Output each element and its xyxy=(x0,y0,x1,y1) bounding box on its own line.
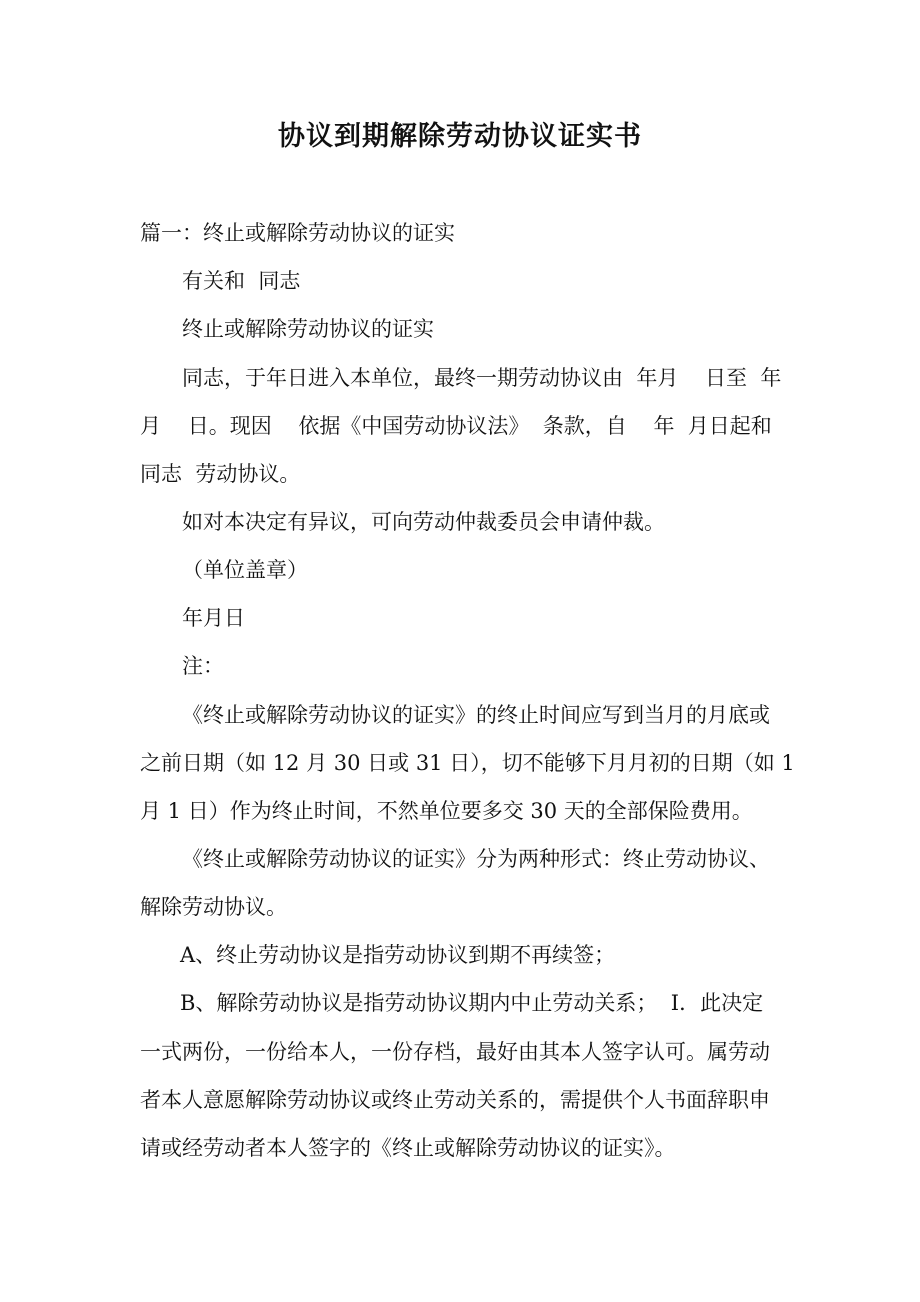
note-paragraph-line: 之前日期（如 12 月 30 日或 31 日），切不能够下月月初的日期（如 1 xyxy=(140,751,795,775)
document-title: 协议到期解除劳动协议证实书 xyxy=(278,121,642,152)
item-b-line: 一式两份，一份给本人，一份存档，最好由其本人签字认可。属劳动 xyxy=(140,1040,770,1064)
body-paragraph-line: 同志，于年日进入本单位，最终一期劳动协议由 年月 日至 年 xyxy=(182,366,782,390)
date-line: 年月日 xyxy=(182,606,245,630)
item-b-line: 请或经劳动者本人签字的《终止或解除劳动协议的证实》。 xyxy=(140,1136,676,1160)
note-heading: 注： xyxy=(182,654,224,678)
seal-line: （单位盖章） xyxy=(182,558,308,582)
forms-paragraph-line: 解除劳动协议。 xyxy=(140,895,287,919)
addressee-line: 有关和 同志 xyxy=(182,269,301,293)
item-b-line: B、解除劳动协议是指劳动协议期内中止劳动关系； Ⅰ．此决定 xyxy=(180,991,764,1015)
section-heading: 篇一：终止或解除劳动协议的证实 xyxy=(140,221,455,245)
body-paragraph-line: 同志 劳动协议。 xyxy=(140,462,301,486)
item-b-line: 者本人意愿解除劳动协议或终止劳动关系的，需提供个人书面辞职申 xyxy=(140,1088,770,1112)
forms-paragraph-line: 《终止或解除劳动协议的证实》分为两种形式：终止劳动协议、 xyxy=(182,847,770,871)
note-paragraph-line: 月 1 日）作为终止时间，不然单位要多交 30 天的全部保险费用。 xyxy=(140,799,753,823)
body-paragraph-line: 月 日。现因 依据《中国劳动协议法》 条款，自 年 月日起和 xyxy=(140,414,772,438)
note-paragraph-line: 《终止或解除劳动协议的证实》的终止时间应写到当月的月底或 xyxy=(182,703,770,727)
objection-note: 如对本决定有异议，可向劳动仲裁委员会申请仲裁。 xyxy=(182,510,665,534)
certificate-heading: 终止或解除劳动协议的证实 xyxy=(182,317,434,341)
item-a: A、终止劳动协议是指劳动协议到期不再续签； xyxy=(180,943,616,967)
